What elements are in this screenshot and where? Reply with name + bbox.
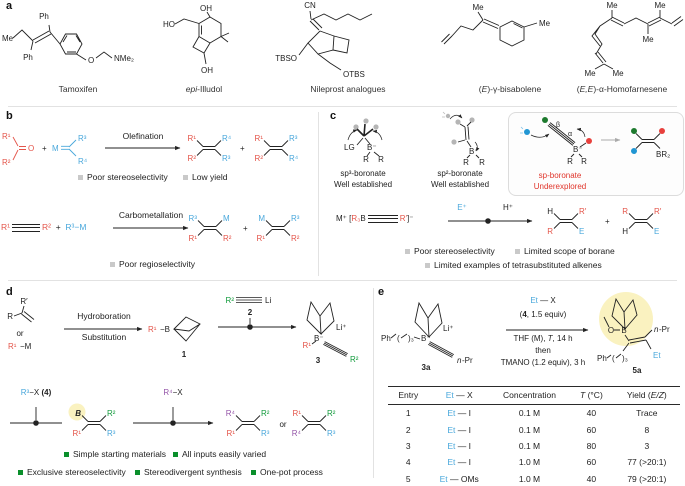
bullet-square-icon (425, 263, 430, 268)
alkene-label: R′ (579, 207, 587, 216)
atom-label: Me (2, 34, 14, 43)
r2-label: R² (350, 355, 359, 364)
feature-bullet (18, 467, 126, 477)
bullet-square-icon (135, 470, 140, 475)
tmano-line: TMANO (1.2 equiv), 3 h (500, 358, 586, 367)
panel-label-a: a (6, 0, 13, 12)
bullet-text: One-pot process (260, 467, 323, 477)
alkene-label: R³ (188, 214, 197, 223)
beta-label: β (556, 122, 561, 129)
bullet-square-icon (18, 470, 23, 475)
d-onepot-line-1 (10, 407, 62, 426)
table-row (388, 454, 680, 470)
et-label: Et (447, 440, 456, 451)
alkene-label: R⁴ (289, 154, 299, 163)
cell-entry: 2 (405, 424, 411, 435)
bullet-text: Stereodivergent synthesis (144, 467, 242, 477)
etx-reagent-label (488, 296, 598, 305)
alkene-label: R¹ (254, 134, 263, 143)
boron-label: B (360, 214, 366, 223)
npr-label: n (457, 356, 462, 365)
sp3-status: Well established (333, 180, 393, 189)
triple-bond (368, 215, 398, 223)
m-label: −M (74, 222, 87, 232)
o-label: O (28, 144, 35, 153)
bullet-text: Low yield (192, 172, 228, 182)
bullet-square-icon (515, 249, 520, 254)
alkene-label: R′ (654, 207, 662, 216)
cell-temperature: 40 (586, 473, 597, 484)
npr-label: -Pr (462, 356, 473, 365)
r-prime-label: R′ (20, 297, 28, 306)
r1-label: R¹ (302, 341, 311, 350)
r3-label: R³ (65, 222, 75, 232)
panel-label-c: c (330, 110, 337, 122)
atom-label: Me (539, 19, 551, 28)
r-label: R (567, 157, 573, 166)
paren-label: )₃ (622, 354, 628, 363)
caption-italic: epi (185, 84, 198, 94)
x-label: — I (455, 440, 472, 451)
r4-label: R⁴ (163, 388, 173, 397)
atom-label: Me (612, 69, 624, 78)
bracket-label: ]⁻ (407, 214, 414, 223)
drawback-bullet (425, 260, 602, 270)
borate-reagent-line (336, 214, 446, 223)
atom-label: TBSO (275, 54, 297, 63)
r3-label: R³ (78, 134, 87, 143)
equiv-label (488, 310, 598, 319)
d-product-1 (226, 409, 270, 438)
bullet-text: Poor regioselectivity (119, 259, 196, 269)
triple-bond (12, 224, 40, 232)
drawback-bullet (183, 172, 227, 182)
col-yield (614, 387, 680, 405)
tamoxifen-structure (2, 12, 134, 65)
boron-label: B⁻ (573, 145, 583, 154)
bullet-text: Simple starting materials (73, 449, 167, 459)
atom-label: Ph (39, 12, 49, 21)
yield-pre: Yield ( (626, 390, 651, 400)
bullet-square-icon (64, 452, 69, 457)
r1-label: R¹ (1, 222, 10, 232)
bisabolene-structure (442, 3, 551, 46)
carbonyl-reagent (2, 132, 34, 167)
et-label: Et (447, 408, 456, 419)
cell-temperature: 60 (586, 457, 597, 468)
sp2-name: sp²-boronate (437, 169, 483, 178)
alkene-label: R (622, 207, 628, 216)
alkene-label: R² (223, 234, 232, 243)
x-label: −X (29, 388, 40, 397)
compound-number: 3a (421, 363, 431, 372)
alkene-label: R¹ (187, 134, 196, 143)
sp-product-alkene (631, 128, 670, 159)
paren-label: )₃ (408, 334, 414, 343)
et-label: Et (447, 424, 456, 435)
cell-concentration: 0.1 M (518, 424, 541, 435)
table-row (388, 471, 680, 486)
atom-label: Me (584, 69, 596, 78)
c-product-2 (622, 207, 662, 236)
li-label: Li⁺ (336, 323, 347, 332)
boron-label: B⁻ (314, 334, 324, 343)
alkene-label: R³ (107, 429, 116, 438)
alkene-label: R¹ (256, 234, 265, 243)
bullet-text: All inputs easily varied (182, 449, 267, 459)
hydroboration-label: Hydroboration (77, 311, 131, 321)
carbenoid-reagent (52, 134, 88, 166)
r3x-reagent-label (0, 388, 72, 397)
sp-name: sp-boronate (538, 171, 582, 180)
cell-etx (429, 405, 490, 422)
cell-entry: 4 (405, 457, 411, 468)
cell-concentration: 1.0 M (518, 473, 541, 484)
r-label: R (378, 155, 384, 164)
et-label: Et (447, 457, 456, 468)
plus-sign: + (605, 217, 610, 226)
boron-label: B⁻ (469, 147, 479, 156)
alkene-label: R² (327, 409, 336, 418)
cell-etx (429, 421, 490, 437)
r2-label: R² (2, 158, 11, 167)
alkene-label: R³ (327, 429, 336, 438)
cell-yield: Trace (636, 408, 658, 419)
cell-etx (429, 438, 490, 454)
bullet-square-icon (78, 175, 83, 180)
npr-label: -Pr (659, 325, 670, 334)
br2-label: BR₂ (656, 150, 671, 159)
atom-label: Ph (23, 53, 33, 62)
thf-post: , 14 h (552, 334, 573, 343)
ate-complex-3 (303, 302, 359, 365)
bullet-text: Limited scope of borane (524, 246, 615, 256)
caption-rest: )-α-Homofarnesene (593, 84, 668, 94)
x-label: −X (172, 388, 183, 397)
r-label: R (479, 158, 485, 167)
cell-yield: 3 (644, 440, 650, 451)
table-row (388, 421, 680, 437)
caption-epi-illudol (154, 84, 254, 94)
caption-italic: E (481, 84, 488, 94)
panel-label-d: d (6, 286, 13, 298)
compound-number: 1 (181, 350, 187, 359)
alkene-label: M (258, 214, 265, 223)
caption-nileprost: Nileprost analogues (310, 84, 386, 94)
yield-post: ) (663, 390, 667, 400)
plus-sign: + (42, 144, 47, 153)
substitution-label: Substitution (81, 332, 127, 342)
o-label: O (607, 326, 615, 335)
plus-sign: + (240, 144, 245, 153)
cell-yield: 77 (>20:1) (627, 457, 667, 468)
et-label: Et (530, 296, 538, 305)
caption-rest: -Illudol (197, 84, 223, 94)
olefination-product-2 (255, 134, 299, 163)
alkene-label: H (622, 227, 628, 236)
li-label: Li (265, 296, 272, 305)
li-label: Li⁺ (443, 324, 454, 333)
ate-complex-3a (381, 303, 473, 372)
cell-temperature: 80 (586, 440, 597, 451)
alkene-label: M (223, 214, 230, 223)
feature-bullet (251, 467, 323, 477)
atom-label: Me (654, 1, 666, 10)
cell-temperature: 60 (586, 424, 597, 435)
r1-label: R¹ (8, 342, 17, 351)
caption-pre: ( (478, 84, 482, 94)
alkene-label: R¹ (226, 429, 235, 438)
t-unit: (°C) (585, 390, 603, 400)
temp-italic: T (547, 334, 553, 343)
compound-number: 2 (247, 308, 253, 317)
drawback-bullet (515, 246, 615, 256)
c-product-1 (547, 207, 587, 236)
cell-entry: 5 (405, 473, 411, 484)
bullet-square-icon (251, 470, 256, 475)
bullet-text: Exclusive stereoselectivity (27, 467, 126, 477)
et-label: Et (439, 473, 448, 484)
alkene-label: R² (187, 154, 196, 163)
atom-label: Me (606, 1, 618, 10)
r4-label: R⁴ (78, 157, 88, 166)
d-onepot-line-2 (133, 407, 213, 426)
sp2-boronate-structure (442, 112, 485, 167)
feature-bullet (173, 449, 266, 459)
t-italic: T (580, 390, 586, 400)
alkene-label: R¹ (188, 234, 197, 243)
compound-number: 3 (315, 356, 321, 365)
cell-entry: 1 (405, 408, 411, 419)
feature-bullet (64, 449, 166, 459)
et-label: Et (445, 390, 454, 400)
boron-label: −B (160, 325, 171, 334)
bullet-square-icon (173, 452, 178, 457)
d-intermediate-alkene (69, 404, 116, 439)
nileprost-structure (275, 1, 372, 79)
compound-4-label: (4) (41, 388, 52, 397)
paren-label: ( (397, 334, 400, 343)
r2-label: R² (41, 222, 51, 232)
plus-sign: + (243, 224, 248, 233)
alkene-label: E (654, 227, 660, 236)
bullet-square-icon (183, 175, 188, 180)
compound-number: 5a (632, 366, 642, 375)
or-label: or (16, 329, 24, 338)
alkynyllithium-2 (226, 296, 272, 324)
alkene-label: R³ (289, 134, 298, 143)
alkene-label: R³ (222, 154, 231, 163)
olefination-product-1 (188, 134, 232, 163)
caption-homofarnesene (556, 84, 685, 94)
panel-label-e: e (378, 286, 385, 298)
d-start-alkene (7, 297, 34, 351)
atom-label: HO (163, 20, 175, 29)
alkene-label: R⁴ (225, 409, 235, 418)
alkene-label: E (579, 227, 585, 236)
r4x-reagent-label (137, 388, 209, 397)
drawback-bullet (78, 172, 168, 182)
sp-boronate-structure (520, 117, 592, 166)
boron-label: B⁻ (421, 334, 431, 343)
atom-label: OTBS (343, 70, 365, 79)
epi-illudol-structure (163, 4, 229, 75)
cell-yield: 79 (>20:1) (627, 473, 667, 484)
one-pot-dot (485, 218, 491, 224)
table-row (388, 405, 680, 422)
cell-temperature: 40 (586, 408, 597, 419)
product-5a-structure (597, 292, 670, 375)
atom-label: CN (304, 1, 316, 10)
x-label: — I (455, 457, 472, 468)
caption-tamoxifen: Tamoxifen (58, 84, 98, 94)
m-cation-label: M⁺ [ (336, 214, 352, 223)
cell-concentration: 0.1 M (518, 408, 541, 419)
r3-label: R³ (20, 388, 30, 397)
feature-bullet (135, 467, 242, 477)
bullet-square-icon (110, 262, 115, 267)
thf-pre: THF (M), (513, 334, 548, 343)
ez-italic: E/Z (650, 390, 664, 400)
col-temperature (569, 387, 614, 405)
panel-label-b: b (6, 110, 13, 122)
compound-4-bold: 4 (522, 310, 527, 319)
carbometallation-product-2 (257, 214, 300, 243)
alkene-label: R² (107, 409, 116, 418)
atom-label: NMe₂ (114, 54, 134, 63)
x-label: — X (537, 296, 556, 305)
alkene-label: R³ (291, 214, 300, 223)
cell-concentration: 1.0 M (518, 457, 541, 468)
alkene-label: R² (254, 154, 263, 163)
r-label: R (7, 312, 13, 321)
plus-sign: + (55, 222, 61, 232)
bullet-text: Poor stereoselectivity (87, 172, 168, 182)
cell-concentration: 0.1 M (518, 440, 541, 451)
bullet-text: Limited examples of tetrasubstituted alkenes (434, 260, 602, 270)
alkyne-reagent-line (1, 222, 121, 232)
alkene-label: R¹ (292, 409, 301, 418)
caption-bisabolene (448, 84, 572, 94)
sp2-status: Well established (430, 180, 490, 189)
alkene-label: H (547, 207, 553, 216)
r-label: R (363, 155, 369, 164)
sp3-name: sp³-boronate (340, 169, 386, 178)
x-label: — I (455, 424, 472, 435)
cell-etx (429, 471, 490, 486)
boron-label: B (621, 326, 627, 335)
caption-pre: ( (576, 84, 580, 94)
alkene-label: R² (261, 409, 270, 418)
bullet-text: Poor stereoselectivity (414, 246, 495, 256)
cell-entry: 3 (405, 440, 411, 451)
borane-1-structure (148, 317, 200, 359)
col-concentration: Concentration (503, 390, 556, 400)
m-label: −M (20, 342, 32, 351)
alpha-label: α (568, 131, 573, 138)
r-prime-label: R′ (399, 214, 408, 223)
x-label: — OMs (447, 473, 479, 484)
alkene-label: R¹ (72, 429, 81, 438)
atom-label: OH (200, 4, 212, 13)
olefination-label: Olefination (122, 131, 164, 141)
caption-italic: E,E (579, 84, 594, 94)
atom-label: Me (472, 3, 484, 12)
npr-label: n (654, 325, 659, 334)
paren-label: ( (612, 354, 615, 363)
sp3-boronate-structure (344, 118, 384, 164)
boron-label: B⁻ (367, 143, 377, 152)
equiv-post: , 1.5 equiv) (526, 310, 567, 319)
atom-label: O (88, 56, 95, 65)
m-label: M (52, 144, 59, 153)
r1-label: R¹ (148, 325, 157, 334)
proton-label: H⁺ (503, 203, 513, 212)
carbometallation-label: Carbometallation (118, 210, 184, 220)
alkene-label: R⁴ (291, 429, 301, 438)
equiv-pre: ( (519, 310, 523, 319)
r-label: R (581, 157, 587, 166)
alkene-label: R⁴ (222, 134, 232, 143)
or-label: or (279, 420, 287, 429)
solvent-line (488, 334, 598, 343)
r2-label: R² (225, 296, 234, 305)
then-line: then (535, 346, 551, 355)
table-header (388, 387, 680, 405)
table-row (388, 438, 680, 454)
cell-etx (429, 454, 490, 470)
ph-label: Ph (381, 334, 391, 343)
sp-status: Underexplored (533, 182, 587, 191)
lg-label: LG (344, 143, 355, 152)
boron-label: B (75, 409, 81, 418)
drawback-bullet (110, 259, 195, 269)
x-label: — I (455, 408, 472, 419)
atom-label: Me (642, 35, 654, 44)
col-entry: Entry (398, 390, 419, 400)
electrophile-label: E⁺ (457, 203, 467, 212)
et-label: Et (653, 351, 661, 360)
ph-label: Ph (597, 354, 607, 363)
caption-rest: )-γ-bisabolene (487, 84, 542, 94)
one-pot-dot (247, 324, 253, 330)
homofarnesene-structure (584, 1, 683, 78)
bullet-square-icon (405, 249, 410, 254)
drawback-bullet (405, 246, 495, 256)
alkene-label: R³ (261, 429, 270, 438)
alkene-label: R (547, 227, 553, 236)
r1-label: R¹ (2, 132, 11, 141)
d-product-2 (292, 409, 336, 438)
atom-label: OH (201, 66, 213, 75)
r-label: R (463, 158, 469, 167)
x-label: — X (453, 390, 473, 400)
cell-yield: 8 (644, 424, 650, 435)
alkene-label: R² (291, 234, 300, 243)
r3-label: R₃ (351, 214, 361, 223)
optimization-table (388, 386, 680, 486)
col-etx (429, 387, 490, 405)
